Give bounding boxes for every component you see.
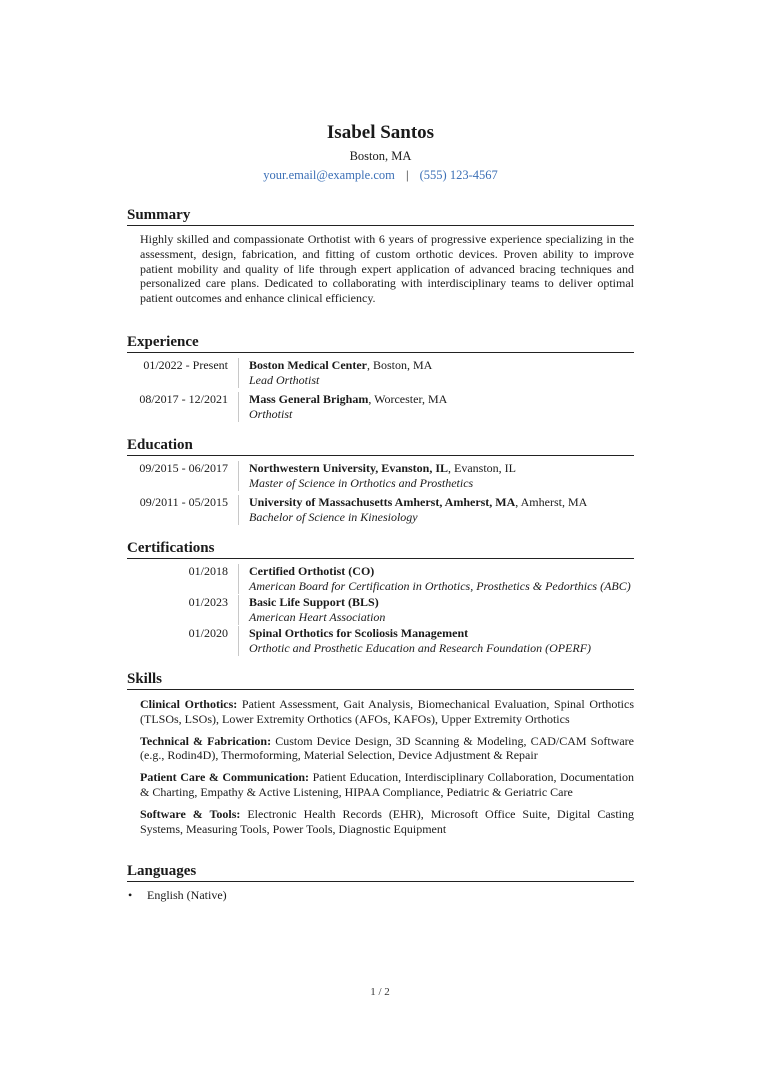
section-title-skills: Skills [127,670,634,690]
entry-role: Orthotist [249,406,293,421]
skill-label: Patient Care & Communication: [140,770,310,785]
skill-label: Technical & Fabrication: [140,733,272,748]
cert-issuer: American Heart Association [249,609,386,624]
certifications-section [127,539,634,656]
section-title-summary: Summary [127,206,634,226]
resume-page [127,0,634,903]
entry-date: 01/2023 [188,594,228,609]
skill-text: Electronic Health Records (EHR), Microsoft Office Suite, Digital Casting Systems, Measuring Tools, Power Tools, Diagnostic Equipment [140,806,635,836]
entry-role: Lead Orthotist [249,372,320,387]
section-title-experience: Experience [127,333,634,353]
entry-date: 01/2018 [188,563,228,578]
contact-separator: | [405,168,409,182]
entry-location: , Worcester, MA [368,391,448,406]
cert-name: Spinal Orthotics for Scoliosis Management [249,625,469,640]
entry-date: 08/2017 - 12/2021 [139,391,228,406]
candidate-name: Isabel Santos [326,122,435,143]
list-item [127,888,634,903]
entry-org: Mass General Brigham [249,391,369,406]
education-section [127,436,634,525]
candidate-location: Boston, MA [349,149,412,163]
skill-text: Patient Education, Interdisciplinary Collaboration, Documentation & Charting, Empathy & Active Listening, HIPAA Compliance, Pediatric & Geriatric Care [140,770,634,799]
section-title-certifications: Certifications [127,539,634,559]
languages-section [127,862,634,903]
certification-entry [127,626,634,656]
skill-text: Custom Device Design, 3D Scanning & Modeling, CAD/CAM Software (e.g., Rodin4D), Thermoforming, Material Selection, Device Adjustment & Repair [140,733,634,763]
entry-degree: Master of Science in Orthotics and Prosthetics [249,475,474,490]
resume-header [127,0,634,183]
education-entry [127,461,634,491]
certification-entry [127,564,634,594]
entry-school: Northwestern University, Evanston, IL [249,460,449,475]
cert-name: Basic Life Support (BLS) [249,594,379,609]
skills-section [127,670,634,836]
entry-degree: Bachelor of Science in Kinesiology [249,509,418,524]
skill-label: Software & Tools: [140,806,241,821]
skill-label: Clinical Orthotics: [140,696,238,711]
page-number: 1 / 2 [370,986,390,998]
entry-date: 09/2011 - 05/2015 [139,494,228,509]
certification-entry [127,595,634,625]
skill-group [127,734,634,764]
email-link[interactable]: your.email@example.com [263,168,395,182]
skill-group [127,807,634,837]
entry-date: 01/2020 [188,625,228,640]
cert-name: Certified Orthotist (CO) [249,563,375,578]
summary-section [127,206,634,306]
entry-school: University of Massachusetts Amherst, Amherst, MA [249,494,516,509]
skill-group [127,697,634,727]
phone-link[interactable]: (555) 123-4567 [419,168,498,182]
contact-line [127,167,634,183]
cert-issuer: Orthotic and Prosthetic Education and Research Foundation (OPERF) [249,640,592,655]
cert-issuer: American Board for Certification in Orthotics, Prosthetics & Pedorthics (ABC) [249,578,631,593]
language-name: English (Native) [147,888,227,903]
section-title-education: Education [127,436,634,456]
bullet-icon: • [128,888,133,903]
experience-entry [127,392,634,422]
entry-date: 01/2022 - Present [143,357,228,372]
education-entry [127,495,634,525]
skill-group [127,770,634,800]
entry-location: , Amherst, MA [515,494,588,509]
summary-text: Highly skilled and compassionate Orthotist with 6 years of progressive experience specializing in the assessment, design, fabrication, and fitting of custom orthotic devices. Proven ability to improve patient mobility and quality of life through expert application of advanced bracing techniques and personalized care plans. Dedicated to collaborating with interdisciplinary teams to deliver optimal patient outcomes and enhance clinical efficiency. [140,232,634,306]
experience-entry [127,358,634,388]
entry-date: 09/2015 - 06/2017 [139,460,228,475]
entry-location: , Evanston, IL [448,460,517,475]
section-title-languages: Languages [127,862,634,882]
skill-text: Patient Assessment, Gait Analysis, Biomechanical Evaluation, Spinal Orthotics (TLSOs, LSOs), Lower Extremity Orthotics (AFOs, KAFOs), Upper Extremity Orthotics [140,696,634,726]
experience-section [127,333,634,422]
entry-org: Boston Medical Center [249,357,367,372]
entry-location: , Boston, MA [366,357,433,372]
